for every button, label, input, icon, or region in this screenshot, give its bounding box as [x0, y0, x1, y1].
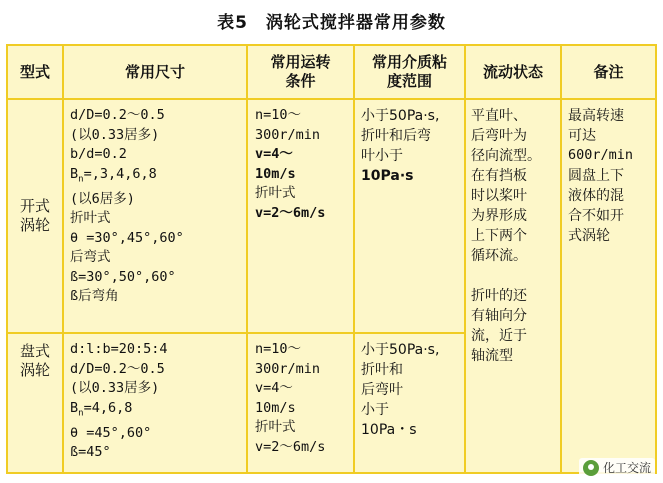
flow-line: 后弯叶为 — [471, 128, 527, 144]
note-line: 600r/min — [568, 147, 634, 163]
dim-line — [70, 165, 246, 190]
visc-line: 10Pa・s — [361, 422, 417, 438]
note-line: 可达 — [568, 128, 596, 144]
dim-bn: B — [70, 165, 79, 182]
note-line: 式涡轮 — [568, 227, 610, 244]
flow-line: 径向流型。 — [471, 148, 541, 164]
parameter-table — [6, 44, 657, 474]
row-disc-type-line1: 盘式 — [19, 342, 50, 360]
dim-line: ß后弯角 — [70, 288, 119, 305]
header-dimensions: 常用尺寸 — [124, 62, 185, 81]
note-line: 圆盘上下 — [568, 167, 624, 184]
row-open-conditions — [255, 106, 353, 223]
dim-line: d:l:b=20:5:4 — [70, 341, 168, 357]
header-conditions-line2: 条件 — [285, 72, 316, 90]
dim-line: ß=45° — [70, 444, 111, 461]
table-title: 表5 涡轮式搅拌器常用参数 — [217, 13, 446, 33]
dim-bn-sub: n — [78, 174, 84, 185]
row-open-dimensions — [70, 106, 246, 307]
visc-line: 10Pa·s — [361, 168, 414, 184]
dim-line: ß=30°,50°,60° — [70, 268, 176, 285]
dim-line: 后弯式 — [70, 249, 111, 266]
header-type: 型式 — [19, 62, 50, 81]
cond-line: 折叶式 — [255, 185, 296, 201]
flow-gap — [471, 266, 560, 286]
dim-line: d/D=0.2～0.5 — [70, 107, 165, 123]
visc-line: 折叶和 — [361, 362, 403, 378]
watermark — [579, 458, 655, 477]
flow-line: 上下两个 — [471, 228, 527, 244]
dim-line: (以0.33居多) — [70, 380, 160, 396]
row-open-type — [8, 100, 62, 332]
cond-line: 10m/s — [255, 165, 296, 182]
note-line: 合不如开 — [568, 207, 624, 224]
cond-line: v=4～ — [255, 146, 293, 162]
cond-line: 折叶式 — [255, 419, 296, 435]
flow-line: 在有挡板 — [471, 168, 527, 184]
row-disc-viscosity — [361, 340, 464, 440]
visc-line: 小于50Pa·s, — [361, 108, 440, 124]
header-conditions-line1: 常用运转 — [270, 53, 331, 71]
row-disc-type-line2: 涡轮 — [19, 361, 50, 379]
dim-line: (以0.33居多) — [70, 126, 160, 143]
row-disc-dimensions — [70, 340, 246, 463]
cond-line: 300r/min — [255, 126, 321, 143]
cond-line: 300r/min — [255, 360, 321, 377]
visc-line: 小于 — [361, 402, 389, 418]
dim-bn-values: =,3,4,6,8 — [83, 165, 157, 182]
flow-line: 折叶的还 — [471, 288, 527, 304]
cond-line: v=2～6m/s — [255, 204, 326, 221]
header-note: 备注 — [593, 62, 624, 81]
visc-line: 小于50Pa·s, — [361, 342, 440, 358]
watermark-text: 化工交流 — [602, 461, 651, 475]
header-viscosity-line1: 常用介质粘 — [371, 53, 447, 71]
header-flow: 流动状态 — [482, 62, 543, 81]
cond-line: v=4～ — [255, 380, 293, 396]
dim-line — [70, 399, 246, 424]
dim-line: (以6居多) — [70, 190, 135, 207]
note-line: 最高转速 — [568, 108, 624, 124]
cond-line: v=2～6m/s — [255, 438, 326, 455]
flow-line: 流，近于 — [471, 328, 527, 344]
flow-line: 有轴向分 — [471, 308, 527, 324]
dim-bn-values: =4,6,8 — [83, 399, 133, 416]
flow-line: 轴流型 — [471, 348, 513, 364]
dim-line: d/D=0.2～0.5 — [70, 360, 165, 377]
flow-line: 时以桨叶 — [471, 188, 527, 204]
note-cell — [568, 106, 655, 246]
flow-line: 为界形成 — [471, 208, 527, 224]
dim-bn: B — [70, 399, 79, 416]
flow-state-cell — [471, 106, 560, 366]
visc-line: 叶小于 — [361, 148, 403, 164]
dim-bn-sub: n — [78, 408, 84, 419]
header-viscosity — [355, 46, 464, 98]
flow-line: 循环流。 — [471, 248, 527, 264]
visc-line: 后弯叶 — [361, 382, 403, 398]
dim-line: θ =45°,60° — [70, 424, 152, 441]
visc-line: 折叶和后弯 — [361, 128, 431, 144]
dim-line: 折叶式 — [70, 210, 111, 227]
dim-line: θ =30°,45°,60° — [70, 229, 184, 246]
row-disc-conditions — [255, 340, 353, 457]
row-open-type-line1: 开式 — [19, 197, 50, 215]
dim-line: b/d=0.2 — [70, 146, 127, 162]
cond-line: n=10～ — [255, 341, 302, 357]
cond-line: 10m/s — [255, 399, 296, 416]
row-open-viscosity — [361, 106, 464, 186]
header-conditions — [248, 46, 353, 98]
header-viscosity-line2: 度范围 — [386, 72, 432, 90]
flow-line: 平直叶、 — [471, 108, 527, 124]
note-line: 液体的混 — [568, 187, 624, 204]
wechat-logo-icon — [583, 460, 599, 476]
row-disc-type — [8, 334, 62, 388]
cond-line: n=10～ — [255, 107, 302, 123]
row-open-type-line2: 涡轮 — [19, 216, 50, 234]
